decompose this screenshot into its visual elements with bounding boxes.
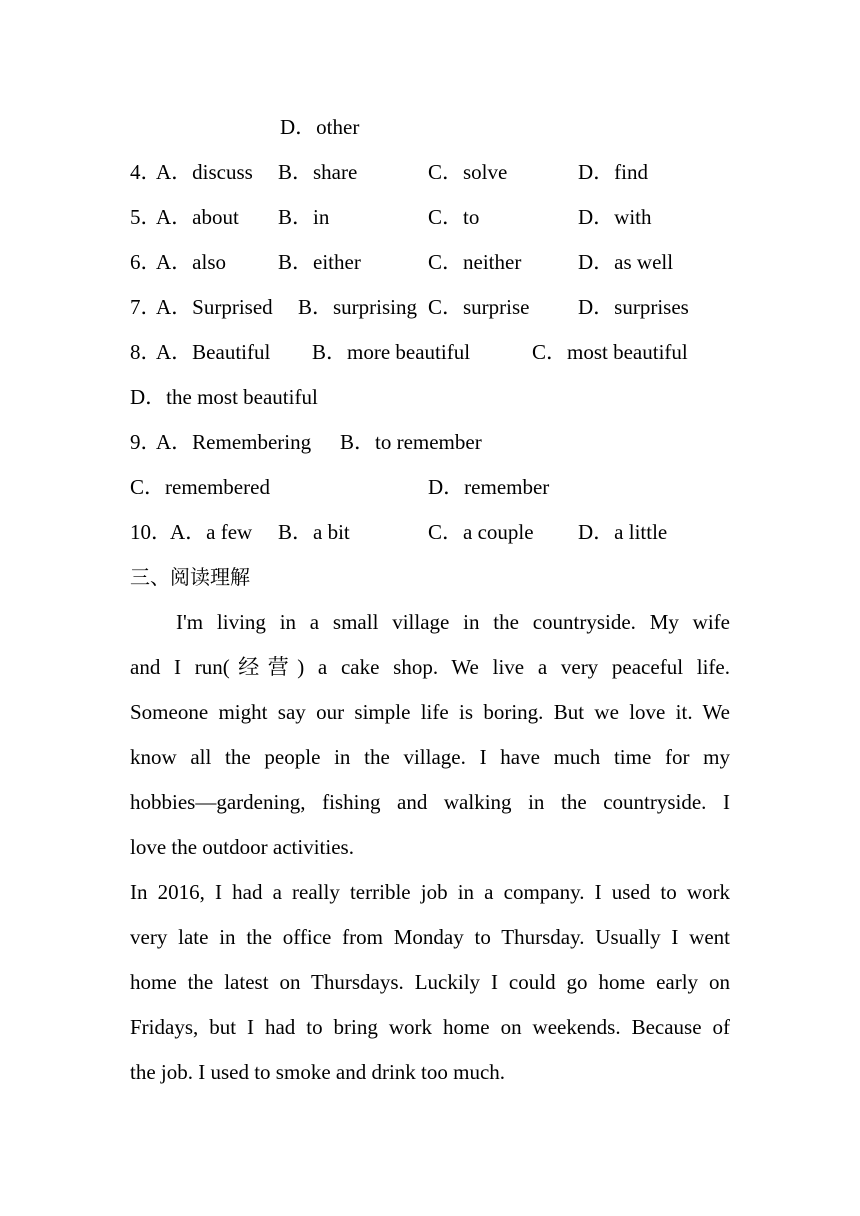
question-number: 4． [130, 160, 162, 184]
passage-line: home the latest on Thursdays. Luckily I could go home early on [130, 970, 730, 994]
question-number: 9． [130, 430, 162, 454]
question-number: 6． [130, 250, 162, 274]
passage-line: and I run(经营) a cake shop. We live a very peaceful life. [130, 655, 730, 679]
option-d: D．find [578, 160, 648, 184]
option-d: D．with [578, 205, 652, 229]
question-5 [130, 195, 730, 240]
passage-line: In 2016, I had a really terrible job in a company. I used to work [130, 880, 730, 904]
option-d: D．a little [578, 520, 668, 544]
option-a: A．Beautiful [156, 340, 271, 364]
option-a: A．discuss [156, 160, 253, 184]
option-d: D．remember [428, 475, 550, 499]
question-number: 7． [130, 295, 162, 319]
option-a: A．Surprised [156, 295, 273, 319]
question-number: 5． [130, 205, 162, 229]
option-c: C．to [428, 205, 480, 229]
option-b: B．a bit [278, 520, 350, 544]
option-b: B．more beautiful [312, 340, 471, 364]
option-b: B．in [278, 205, 330, 229]
option-c: C．most beautiful [532, 340, 688, 364]
question-4 [130, 150, 730, 195]
passage-line: Fridays, but I had to bring work home on weekends. Because of [130, 1015, 730, 1039]
section-heading: 三、阅读理解 [130, 565, 250, 589]
passage-line: very late in the office from Monday to Thursday. Usually I went [130, 925, 730, 949]
question-6 [130, 240, 730, 285]
option-c: C．neither [428, 250, 522, 274]
passage-line: the job. I used to smoke and drink too much. [130, 1060, 506, 1084]
option-b: B．to remember [340, 430, 482, 454]
question-8-continued [130, 375, 730, 420]
option-b: B．either [278, 250, 361, 274]
question-10 [130, 510, 730, 555]
option-c: C．a couple [428, 520, 534, 544]
passage-paragraph-2 [130, 870, 730, 1095]
option-d: D．the most beautiful [130, 385, 318, 409]
option-d: D．as well [578, 250, 674, 274]
passage-line: I'm living in a small village in the countryside. My wife [176, 610, 730, 634]
option-a: A．also [156, 250, 226, 274]
option-a: A．Remembering [156, 430, 312, 454]
option-d: D．surprises [578, 295, 689, 319]
option-c: C．solve [428, 160, 508, 184]
option-a: A．about [156, 205, 239, 229]
passage-line: know all the people in the village. I have much time for my [130, 745, 730, 769]
option-b: B．surprising [298, 295, 418, 319]
question-9-continued [130, 465, 730, 510]
passage-line: Someone might say our simple life is boring. But we love it. We [130, 700, 730, 724]
passage-paragraph-1 [130, 600, 730, 870]
question-3-option-d: D．other [280, 115, 360, 139]
question-number: 8． [130, 340, 162, 364]
question-number: 10． [130, 520, 172, 544]
option-c: C．surprise [428, 295, 530, 319]
question-3-carryover [130, 105, 730, 150]
passage-line: hobbies—gardening, fishing and walking in the countryside. I [130, 790, 730, 814]
passage-line: love the outdoor activities. [130, 835, 354, 859]
question-7 [130, 285, 730, 330]
question-9 [130, 420, 730, 465]
question-8 [130, 330, 730, 375]
option-c: C．remembered [130, 475, 270, 499]
option-b: B．share [278, 160, 358, 184]
option-a: A．a few [170, 520, 253, 544]
